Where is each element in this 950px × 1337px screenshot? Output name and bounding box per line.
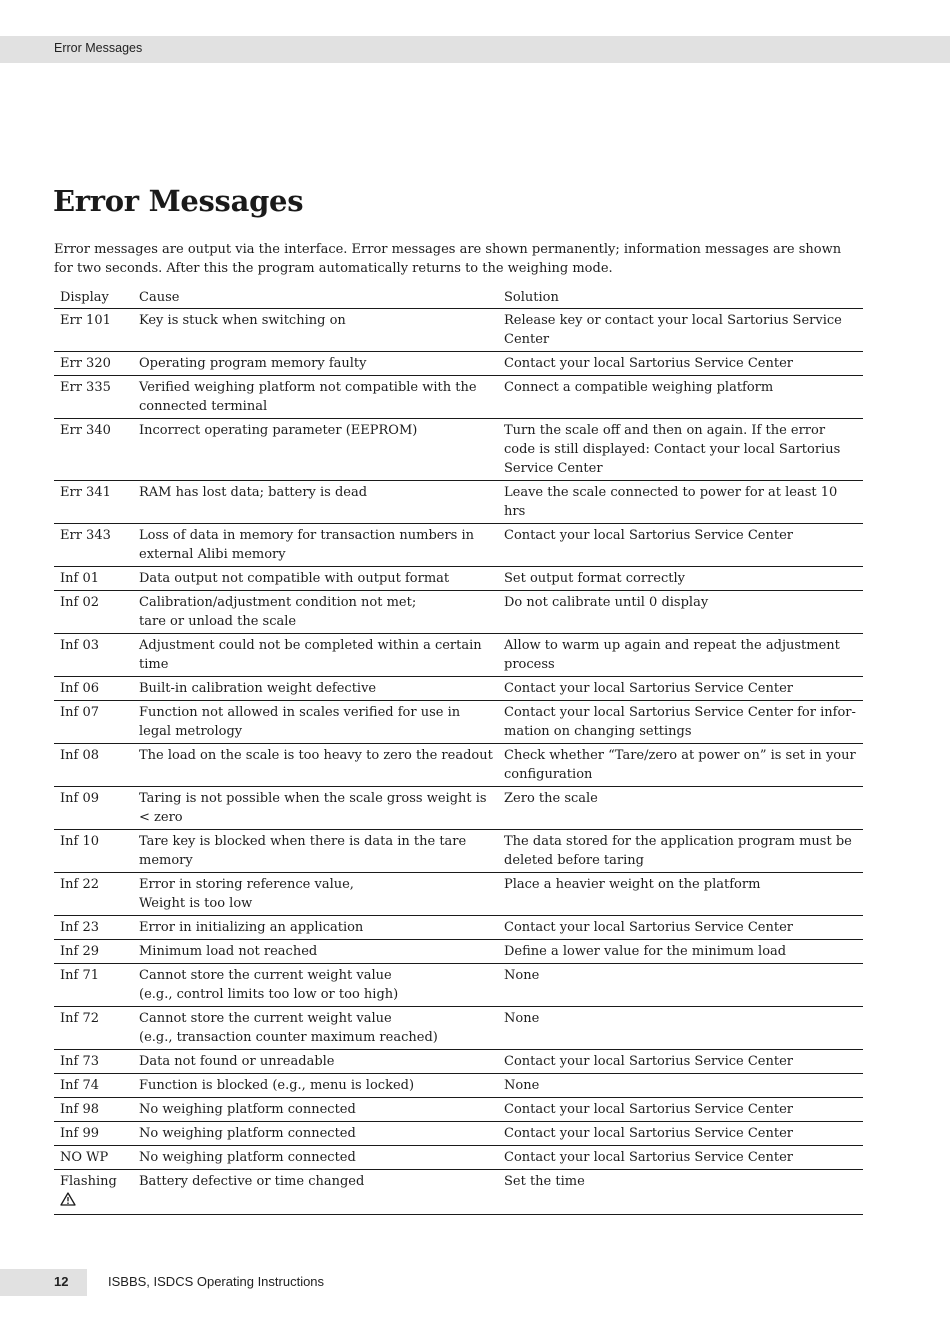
cell-solution: None <box>498 964 863 1007</box>
cell-cause: Calibration/adjustment condition not met; tare or unload the scale <box>133 591 498 634</box>
table-row <box>54 787 863 830</box>
display-code: Err 335 <box>60 380 111 395</box>
warning-triangle-icon <box>60 1192 76 1212</box>
cell-cause: No weighing platform connected <box>133 1146 498 1170</box>
running-header-title: Error Messages <box>54 41 143 55</box>
column-header-cause: Cause <box>133 286 498 309</box>
cell-solution: None <box>498 1074 863 1098</box>
table-row <box>54 524 863 567</box>
display-code: Inf 03 <box>60 638 99 653</box>
table-row <box>54 701 863 744</box>
table-body <box>54 309 863 1215</box>
cell-display <box>54 701 133 744</box>
cell-solution: Contact your local Sartorius Service Center <box>498 677 863 701</box>
display-code: Err 101 <box>60 313 111 328</box>
cell-solution: Contact your local Sartorius Service Center <box>498 352 863 376</box>
display-code: Inf 09 <box>60 791 99 806</box>
table-row <box>54 744 863 787</box>
cell-cause: Data not found or unreadable <box>133 1050 498 1074</box>
display-code: Inf 74 <box>60 1078 99 1093</box>
cell-cause: The load on the scale is too heavy to zero the readout <box>133 744 498 787</box>
cell-solution: Contact your local Sartorius Service Center <box>498 916 863 940</box>
table-row <box>54 677 863 701</box>
table-row <box>54 376 863 419</box>
cell-solution: Check whether “Tare/zero at power on” is set in your configuration <box>498 744 863 787</box>
display-code: Err 340 <box>60 423 111 438</box>
page-title: Error Messages <box>53 184 304 218</box>
cell-solution: Place a heavier weight on the platform <box>498 873 863 916</box>
cell-display <box>54 940 133 964</box>
display-code: Inf 98 <box>60 1102 99 1117</box>
display-code: Err 341 <box>60 485 111 500</box>
table-row <box>54 1122 863 1146</box>
display-code: NO WP <box>60 1150 109 1165</box>
table-row <box>54 916 863 940</box>
table-row <box>54 940 863 964</box>
cell-display <box>54 524 133 567</box>
cell-cause: Error in initializing an application <box>133 916 498 940</box>
table-row <box>54 1170 863 1215</box>
table-row <box>54 830 863 873</box>
cell-cause: Loss of data in memory for transaction numbers in external Alibi memory <box>133 524 498 567</box>
cell-cause: Cannot store the current weight value (e.g., control limits too low or too high) <box>133 964 498 1007</box>
cell-display <box>54 567 133 591</box>
display-code: Inf 02 <box>60 595 99 610</box>
cell-cause: Incorrect operating parameter (EEPROM) <box>133 419 498 481</box>
page-number: 12 <box>54 1274 69 1289</box>
cell-solution: Turn the scale off and then on again. If the error code is still displayed: Contact your local Sartorius Service Center <box>498 419 863 481</box>
cell-cause: Cannot store the current weight value (e.g., transaction counter maximum reached) <box>133 1007 498 1050</box>
footer-page-band <box>0 1269 87 1296</box>
table-row <box>54 873 863 916</box>
display-code: Err 320 <box>60 356 111 371</box>
cell-display <box>54 1098 133 1122</box>
cell-cause: Built-in calibration weight defective <box>133 677 498 701</box>
table-row <box>54 1074 863 1098</box>
display-code: Inf 71 <box>60 968 99 983</box>
cell-cause: No weighing platform connected <box>133 1122 498 1146</box>
cell-cause: No weighing platform connected <box>133 1098 498 1122</box>
cell-cause: Function not allowed in scales verified for use in legal metrology <box>133 701 498 744</box>
table-row <box>54 567 863 591</box>
cell-display <box>54 1146 133 1170</box>
cell-solution: Contact your local Sartorius Service Center <box>498 1098 863 1122</box>
column-header-solution: Solution <box>498 286 863 309</box>
cell-solution: Contact your local Sartorius Service Center <box>498 1122 863 1146</box>
cell-cause: Data output not compatible with output format <box>133 567 498 591</box>
cell-solution: None <box>498 1007 863 1050</box>
display-code: Flashing <box>60 1174 117 1189</box>
cell-solution: Contact your local Sartorius Service Center <box>498 524 863 567</box>
cell-display <box>54 481 133 524</box>
cell-solution: Allow to warm up again and repeat the adjustment process <box>498 634 863 677</box>
display-code: Inf 99 <box>60 1126 99 1141</box>
cell-display <box>54 1050 133 1074</box>
table-row <box>54 352 863 376</box>
cell-display <box>54 376 133 419</box>
table-row <box>54 1146 863 1170</box>
cell-display <box>54 916 133 940</box>
cell-cause: Error in storing reference value, Weight is too low <box>133 873 498 916</box>
cell-solution: Release key or contact your local Sartorius Service Center <box>498 309 863 352</box>
cell-solution: Contact your local Sartorius Service Center <box>498 1050 863 1074</box>
cell-solution: Connect a compatible weighing platform <box>498 376 863 419</box>
error-messages-table <box>54 286 863 1215</box>
cell-display <box>54 787 133 830</box>
cell-display <box>54 309 133 352</box>
display-code: Inf 10 <box>60 834 99 849</box>
table-row <box>54 591 863 634</box>
display-code: Inf 06 <box>60 681 99 696</box>
cell-display <box>54 591 133 634</box>
table-row <box>54 419 863 481</box>
display-code: Inf 23 <box>60 920 99 935</box>
cell-display <box>54 352 133 376</box>
table-row <box>54 1098 863 1122</box>
cell-cause: Battery defective or time changed <box>133 1170 498 1215</box>
cell-solution: Define a lower value for the minimum load <box>498 940 863 964</box>
cell-solution: Contact your local Sartorius Service Center for infor- mation on changing settings <box>498 701 863 744</box>
display-code: Err 343 <box>60 528 111 543</box>
cell-cause: RAM has lost data; battery is dead <box>133 481 498 524</box>
footer-document-title: ISBBS, ISDCS Operating Instructions <box>108 1274 325 1289</box>
cell-cause: Tare key is blocked when there is data in the tare memory <box>133 830 498 873</box>
cell-cause: Verified weighing platform not compatible with the connected terminal <box>133 376 498 419</box>
display-code: Inf 08 <box>60 748 99 763</box>
display-code: Inf 72 <box>60 1011 99 1026</box>
table-row <box>54 1050 863 1074</box>
display-code: Inf 01 <box>60 571 99 586</box>
cell-solution: The data stored for the application program must be deleted before taring <box>498 830 863 873</box>
display-code: Inf 73 <box>60 1054 99 1069</box>
cell-cause: Function is blocked (e.g., menu is locked) <box>133 1074 498 1098</box>
display-code: Inf 22 <box>60 877 99 892</box>
table-row <box>54 634 863 677</box>
cell-display <box>54 634 133 677</box>
cell-solution: Leave the scale connected to power for at least 10 hrs <box>498 481 863 524</box>
cell-display <box>54 1074 133 1098</box>
cell-display <box>54 677 133 701</box>
cell-display <box>54 1170 133 1215</box>
table-row <box>54 309 863 352</box>
table-row <box>54 964 863 1007</box>
cell-cause: Operating program memory faulty <box>133 352 498 376</box>
cell-solution: Do not calibrate until 0 display <box>498 591 863 634</box>
running-header <box>0 36 950 63</box>
cell-display <box>54 830 133 873</box>
cell-display <box>54 964 133 1007</box>
cell-cause: Key is stuck when switching on <box>133 309 498 352</box>
intro-paragraph: Error messages are output via the interface. Error messages are shown permanently; information messages are shown for two seconds. After this the program automatically returns to the weighing mode. <box>54 242 842 276</box>
table-header-row <box>54 286 863 309</box>
cell-cause: Minimum load not reached <box>133 940 498 964</box>
cell-solution: Contact your local Sartorius Service Center <box>498 1146 863 1170</box>
cell-display <box>54 744 133 787</box>
cell-cause: Adjustment could not be completed within a certain time <box>133 634 498 677</box>
cell-solution: Zero the scale <box>498 787 863 830</box>
column-header-display: Display <box>54 286 133 309</box>
table-row <box>54 1007 863 1050</box>
cell-display <box>54 1122 133 1146</box>
cell-display <box>54 873 133 916</box>
cell-solution: Set output format correctly <box>498 567 863 591</box>
table-row <box>54 481 863 524</box>
display-code: Inf 29 <box>60 944 99 959</box>
cell-display <box>54 419 133 481</box>
display-code: Inf 07 <box>60 705 99 720</box>
cell-display <box>54 1007 133 1050</box>
cell-cause: Taring is not possible when the scale gross weight is < zero <box>133 787 498 830</box>
cell-solution: Set the time <box>498 1170 863 1215</box>
